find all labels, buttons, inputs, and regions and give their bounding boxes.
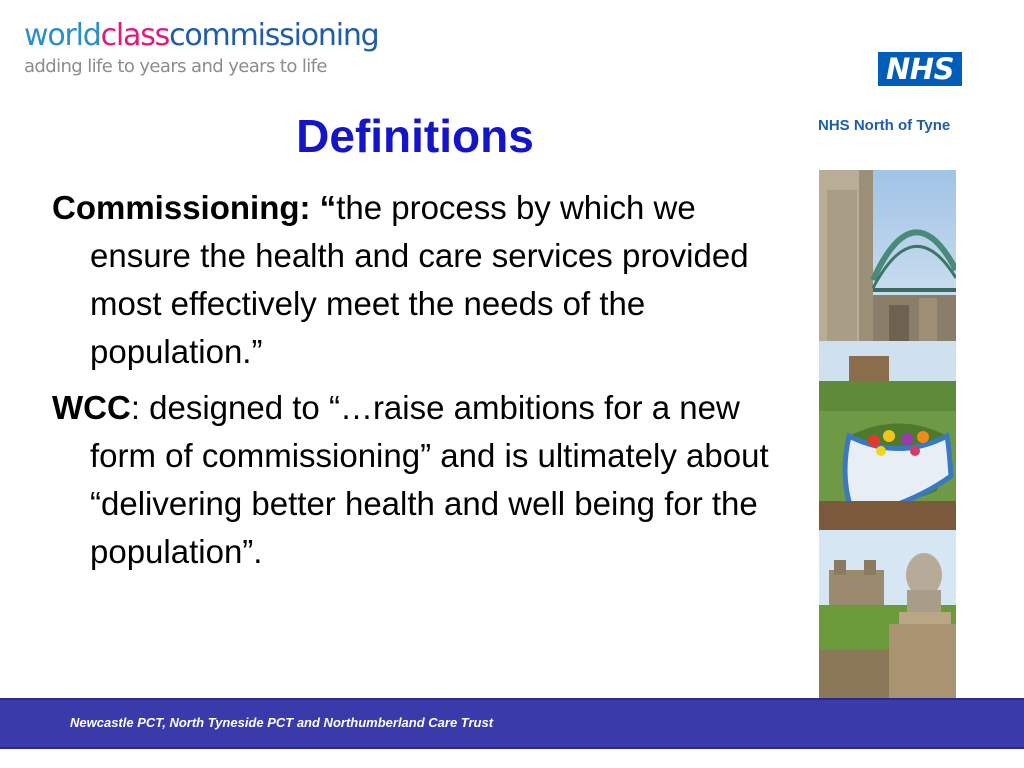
nhs-logo: NHS: [878, 52, 962, 86]
footer-bar: [0, 698, 1024, 749]
definition-wcc: [52, 384, 792, 576]
world-class-commissioning-logo: [24, 18, 378, 77]
definition-text: : designed to “…raise ambitions for a new form of commissioning” and is ultimately about “delivering better health and well being for the population”.: [90, 389, 769, 570]
logo-word-class: class: [100, 18, 170, 53]
castle-lion-photo: [819, 530, 956, 699]
logo-tagline: adding life to years and years to life: [24, 56, 327, 77]
definition-commissioning: [52, 184, 792, 376]
logo-word-commissioning: commissioning: [169, 18, 379, 53]
flower-boat-photo: [819, 341, 956, 530]
slide-title: Definitions: [296, 110, 534, 162]
nhs-organisation-name: NHS North of Tyne: [818, 117, 951, 134]
photo-strip: [819, 170, 956, 699]
definition-term: Commissioning: “: [52, 189, 337, 226]
bridge-photo: [819, 170, 956, 341]
definitions-list: [52, 184, 792, 584]
logo-wordmark: [24, 18, 378, 54]
logo-word-world: world: [24, 18, 101, 53]
definition-term: WCC: [52, 389, 131, 426]
footer-text: Newcastle PCT, North Tyneside PCT and Northumberland Care Trust: [70, 715, 494, 730]
definition-text: the process by which we ensure the health and care services provided most effectively meet the needs of the population.”: [90, 189, 749, 370]
